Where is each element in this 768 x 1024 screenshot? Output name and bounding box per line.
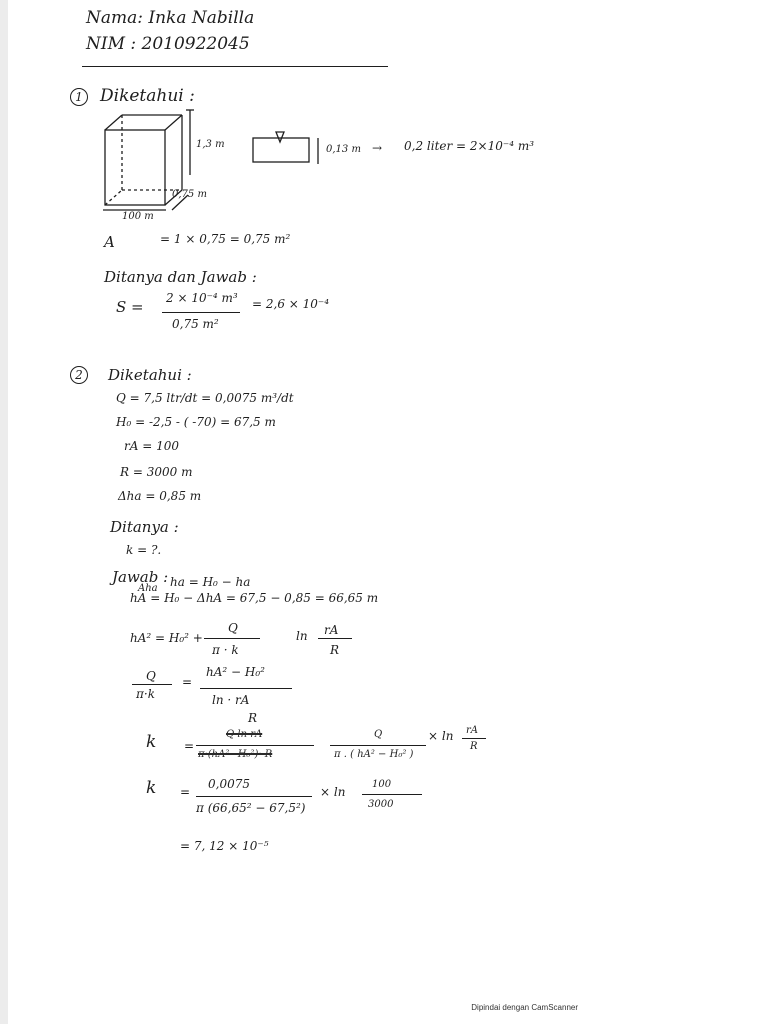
eq4-fraction-line bbox=[200, 688, 292, 689]
eq5-ln-denominator: R bbox=[470, 741, 478, 752]
s-fraction-line bbox=[162, 312, 240, 313]
question-2-number: 2 bbox=[70, 366, 88, 384]
final-result: = 7, 12 × 10⁻⁵ bbox=[180, 839, 269, 853]
eq6-ln-fraction-line bbox=[362, 794, 422, 795]
k-asked: k = ?. bbox=[126, 543, 162, 557]
q2-given-label: Diketahui : bbox=[108, 366, 192, 384]
eq6-fraction-line bbox=[196, 796, 312, 797]
ha-equation-2: hA = H₀ − ΔhA = 67,5 − 0,85 = 66,65 m bbox=[130, 591, 379, 605]
eq6-ln-denominator: 3000 bbox=[368, 799, 394, 810]
eq5-struck-denominator: π·(hA²−H₀²)· R bbox=[198, 749, 273, 760]
eq4-numerator: hA² − H₀² bbox=[206, 665, 265, 679]
eq5-struck-fraction-line bbox=[196, 745, 314, 746]
eq3-numerator: Q bbox=[228, 621, 238, 635]
eq6-multiply-ln: × ln bbox=[320, 785, 346, 799]
area-equation: = 1 × 0,75 = 0,75 m² bbox=[160, 232, 291, 246]
eq5-left: k bbox=[146, 732, 157, 752]
eq5-ln-fraction-line bbox=[462, 738, 486, 739]
s-label: S = bbox=[116, 298, 144, 316]
box-depth-label: 0,75 m bbox=[172, 189, 207, 200]
eq3-ln-numerator: rA bbox=[324, 623, 339, 637]
aha-small: Aha bbox=[138, 583, 158, 594]
student-name: Nama: Inka Nabilla bbox=[86, 8, 255, 28]
q1-given-label: Diketahui : bbox=[100, 86, 195, 106]
eq6-ln-numerator: 100 bbox=[372, 779, 392, 790]
eq4-equals: = bbox=[182, 675, 193, 689]
eq3-left: hA² = H₀² + bbox=[130, 631, 203, 645]
camscanner-watermark: Dipindai dengan CamScanner bbox=[471, 1003, 578, 1012]
eq3-ln-fraction-line bbox=[318, 638, 352, 639]
eq6-equals: = bbox=[180, 785, 191, 799]
eq5-fraction-line bbox=[330, 745, 426, 746]
sample-height-label: 0,13 m bbox=[326, 144, 361, 155]
eq5-equals: = bbox=[184, 739, 195, 753]
q1-asked-label: Ditanya dan Jawab : bbox=[104, 268, 257, 286]
s-denominator: 0,75 m² bbox=[172, 317, 219, 331]
conversion-arrow: → bbox=[372, 141, 383, 155]
sample-diagram bbox=[250, 128, 330, 168]
q2-r-line: R = 3000 m bbox=[120, 465, 193, 479]
area-label: A bbox=[104, 233, 115, 251]
volume-conversion: 0,2 liter = 2×10⁻⁴ m³ bbox=[404, 139, 535, 153]
s-numerator: 2 × 10⁻⁴ m³ bbox=[166, 291, 238, 305]
box-height-label: 1,3 m bbox=[196, 139, 225, 150]
eq5-denominator: π . ( hA² − H₀² ) bbox=[334, 749, 414, 760]
ha-equation-1: ha = H₀ − ha bbox=[170, 575, 251, 589]
eq3-fraction-line bbox=[204, 638, 260, 639]
q2-asked-label: Ditanya : bbox=[110, 518, 179, 536]
box-diagram bbox=[100, 110, 230, 220]
eq4-left-numerator: Q bbox=[146, 669, 156, 683]
eq4-denominator-r: R bbox=[248, 711, 258, 725]
eq4-denominator: ln · rA bbox=[212, 693, 250, 707]
eq4-left-denominator: π·k bbox=[136, 687, 155, 701]
q2-q-line: Q = 7,5 ltr/dt = 0,0075 m³/dt bbox=[116, 391, 294, 405]
s-result: = 2,6 × 10⁻⁴ bbox=[252, 297, 330, 311]
eq6-numerator: 0,0075 bbox=[208, 777, 250, 791]
box-width-label: 100 m bbox=[122, 211, 154, 222]
header-divider bbox=[82, 66, 388, 67]
eq6-left: k bbox=[146, 778, 157, 798]
eq3-denominator: π · k bbox=[212, 643, 239, 657]
eq6-denominator: π (66,65² − 67,5²) bbox=[196, 801, 306, 815]
q2-h0-line: H₀ = -2,5 - ( -70) = 67,5 m bbox=[116, 415, 276, 429]
eq5-numerator: Q bbox=[374, 729, 383, 740]
eq4-left-fraction-line bbox=[132, 684, 172, 685]
eq5-ln-numerator: rA bbox=[466, 725, 479, 736]
eq3-ln: ln bbox=[296, 629, 308, 643]
eq5-struck-numerator: Q ln rA bbox=[226, 729, 263, 740]
eq5-multiply-ln: × ln bbox=[428, 729, 454, 743]
answer-label: Jawab : bbox=[112, 568, 169, 586]
question-1-number: 1 bbox=[70, 88, 88, 106]
q2-ra-line: rA = 100 bbox=[124, 439, 179, 453]
eq3-ln-denominator: R bbox=[330, 643, 340, 657]
student-nim: NIM : 2010922045 bbox=[86, 34, 250, 54]
q2-dha-line: Δha = 0,85 m bbox=[118, 489, 202, 503]
